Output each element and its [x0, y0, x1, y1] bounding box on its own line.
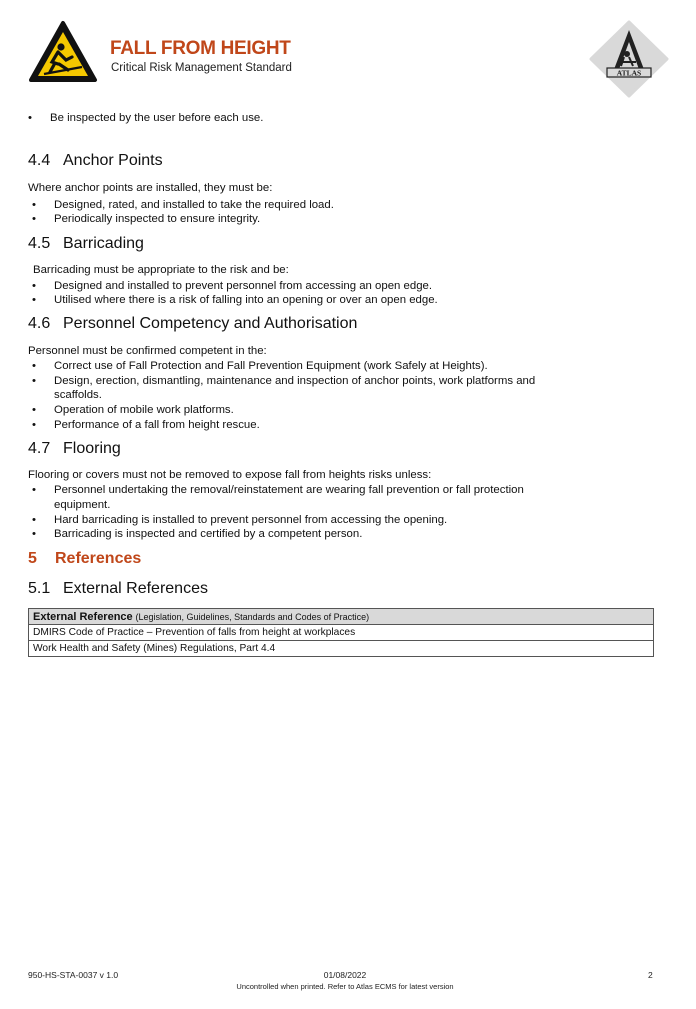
section-intro: Barricading must be appropriate to the risk and be:: [33, 264, 289, 276]
document-subtitle: Critical Risk Management Standard: [111, 62, 292, 74]
section-heading-4-4: 4.4 Anchor Points: [28, 152, 163, 169]
table-header-cell: External Reference (Legislation, Guidelines, Standards and Codes of Practice): [29, 609, 654, 625]
table-cell: DMIRS Code of Practice – Prevention of falls from height at workplaces: [29, 625, 654, 641]
list-item: • Hard barricading is installed to prevent personnel from accessing the opening.: [32, 514, 448, 526]
list-item: • Operation of mobile work platforms.: [32, 404, 234, 416]
list-item: • Utilised where there is a risk of falling into an opening or over an open edge.: [32, 294, 438, 306]
section-intro: Where anchor points are installed, they must be:: [28, 182, 273, 194]
list-item: • Be inspected by the user before each use.: [28, 112, 264, 124]
list-item: • Correct use of Fall Protection and Fall Prevention Equipment (work Safely at Heights).: [32, 360, 488, 372]
section-heading-4-6: 4.6 Personnel Competency and Authorisation: [28, 315, 358, 332]
footer-doc-id: 950-HS-STA-0037 v 1.0: [28, 970, 119, 980]
table-row: [29, 641, 654, 657]
footer-note: Uncontrolled when printed. Refer to Atlas ECMS for latest version: [236, 982, 454, 991]
section-heading-4-5: 4.5 Barricading: [28, 235, 144, 252]
section-heading-4-7: 4.7 Flooring: [28, 440, 121, 457]
section-heading-5-1: 5.1 External References: [28, 580, 208, 597]
fall-hazard-warning-icon: [28, 20, 98, 84]
list-item: • Designed and installed to prevent personnel from accessing an open edge.: [32, 280, 433, 292]
table-cell: Work Health and Safety (Mines) Regulations, Part 4.4: [29, 641, 654, 657]
footer-date: 01/08/2022: [323, 970, 367, 980]
logo-text: ATLAS: [616, 68, 642, 78]
list-item: • Barricading is inspected and certified by a competent person.: [32, 528, 363, 540]
table-row: [29, 625, 654, 641]
list-item-continuation: scaffolds.: [54, 389, 102, 401]
list-item: • Design, erection, dismantling, maintenance and inspection of anchor points, work platforms and: [32, 375, 536, 387]
list-item: • Personnel undertaking the removal/reinstatement are wearing fall prevention or fall protection: [32, 484, 524, 496]
list-item-continuation: equipment.: [54, 499, 111, 511]
table-header-row: [29, 609, 654, 625]
list-item: • Performance of a fall from height rescue.: [32, 419, 260, 431]
list-item: • Designed, rated, and installed to take the required load.: [32, 199, 334, 211]
footer-page-number: 2: [648, 970, 653, 980]
section-intro: Personnel must be confirmed competent in the:: [28, 345, 267, 357]
atlas-logo: [588, 20, 670, 98]
external-references-table: [28, 608, 654, 657]
list-item: • Periodically inspected to ensure integrity.: [32, 213, 261, 225]
section-heading-5: 5 References: [28, 550, 142, 567]
section-intro: Flooring or covers must not be removed to expose fall from heights risks unless:: [28, 469, 432, 481]
document-title: FALL FROM HEIGHT: [110, 38, 291, 59]
